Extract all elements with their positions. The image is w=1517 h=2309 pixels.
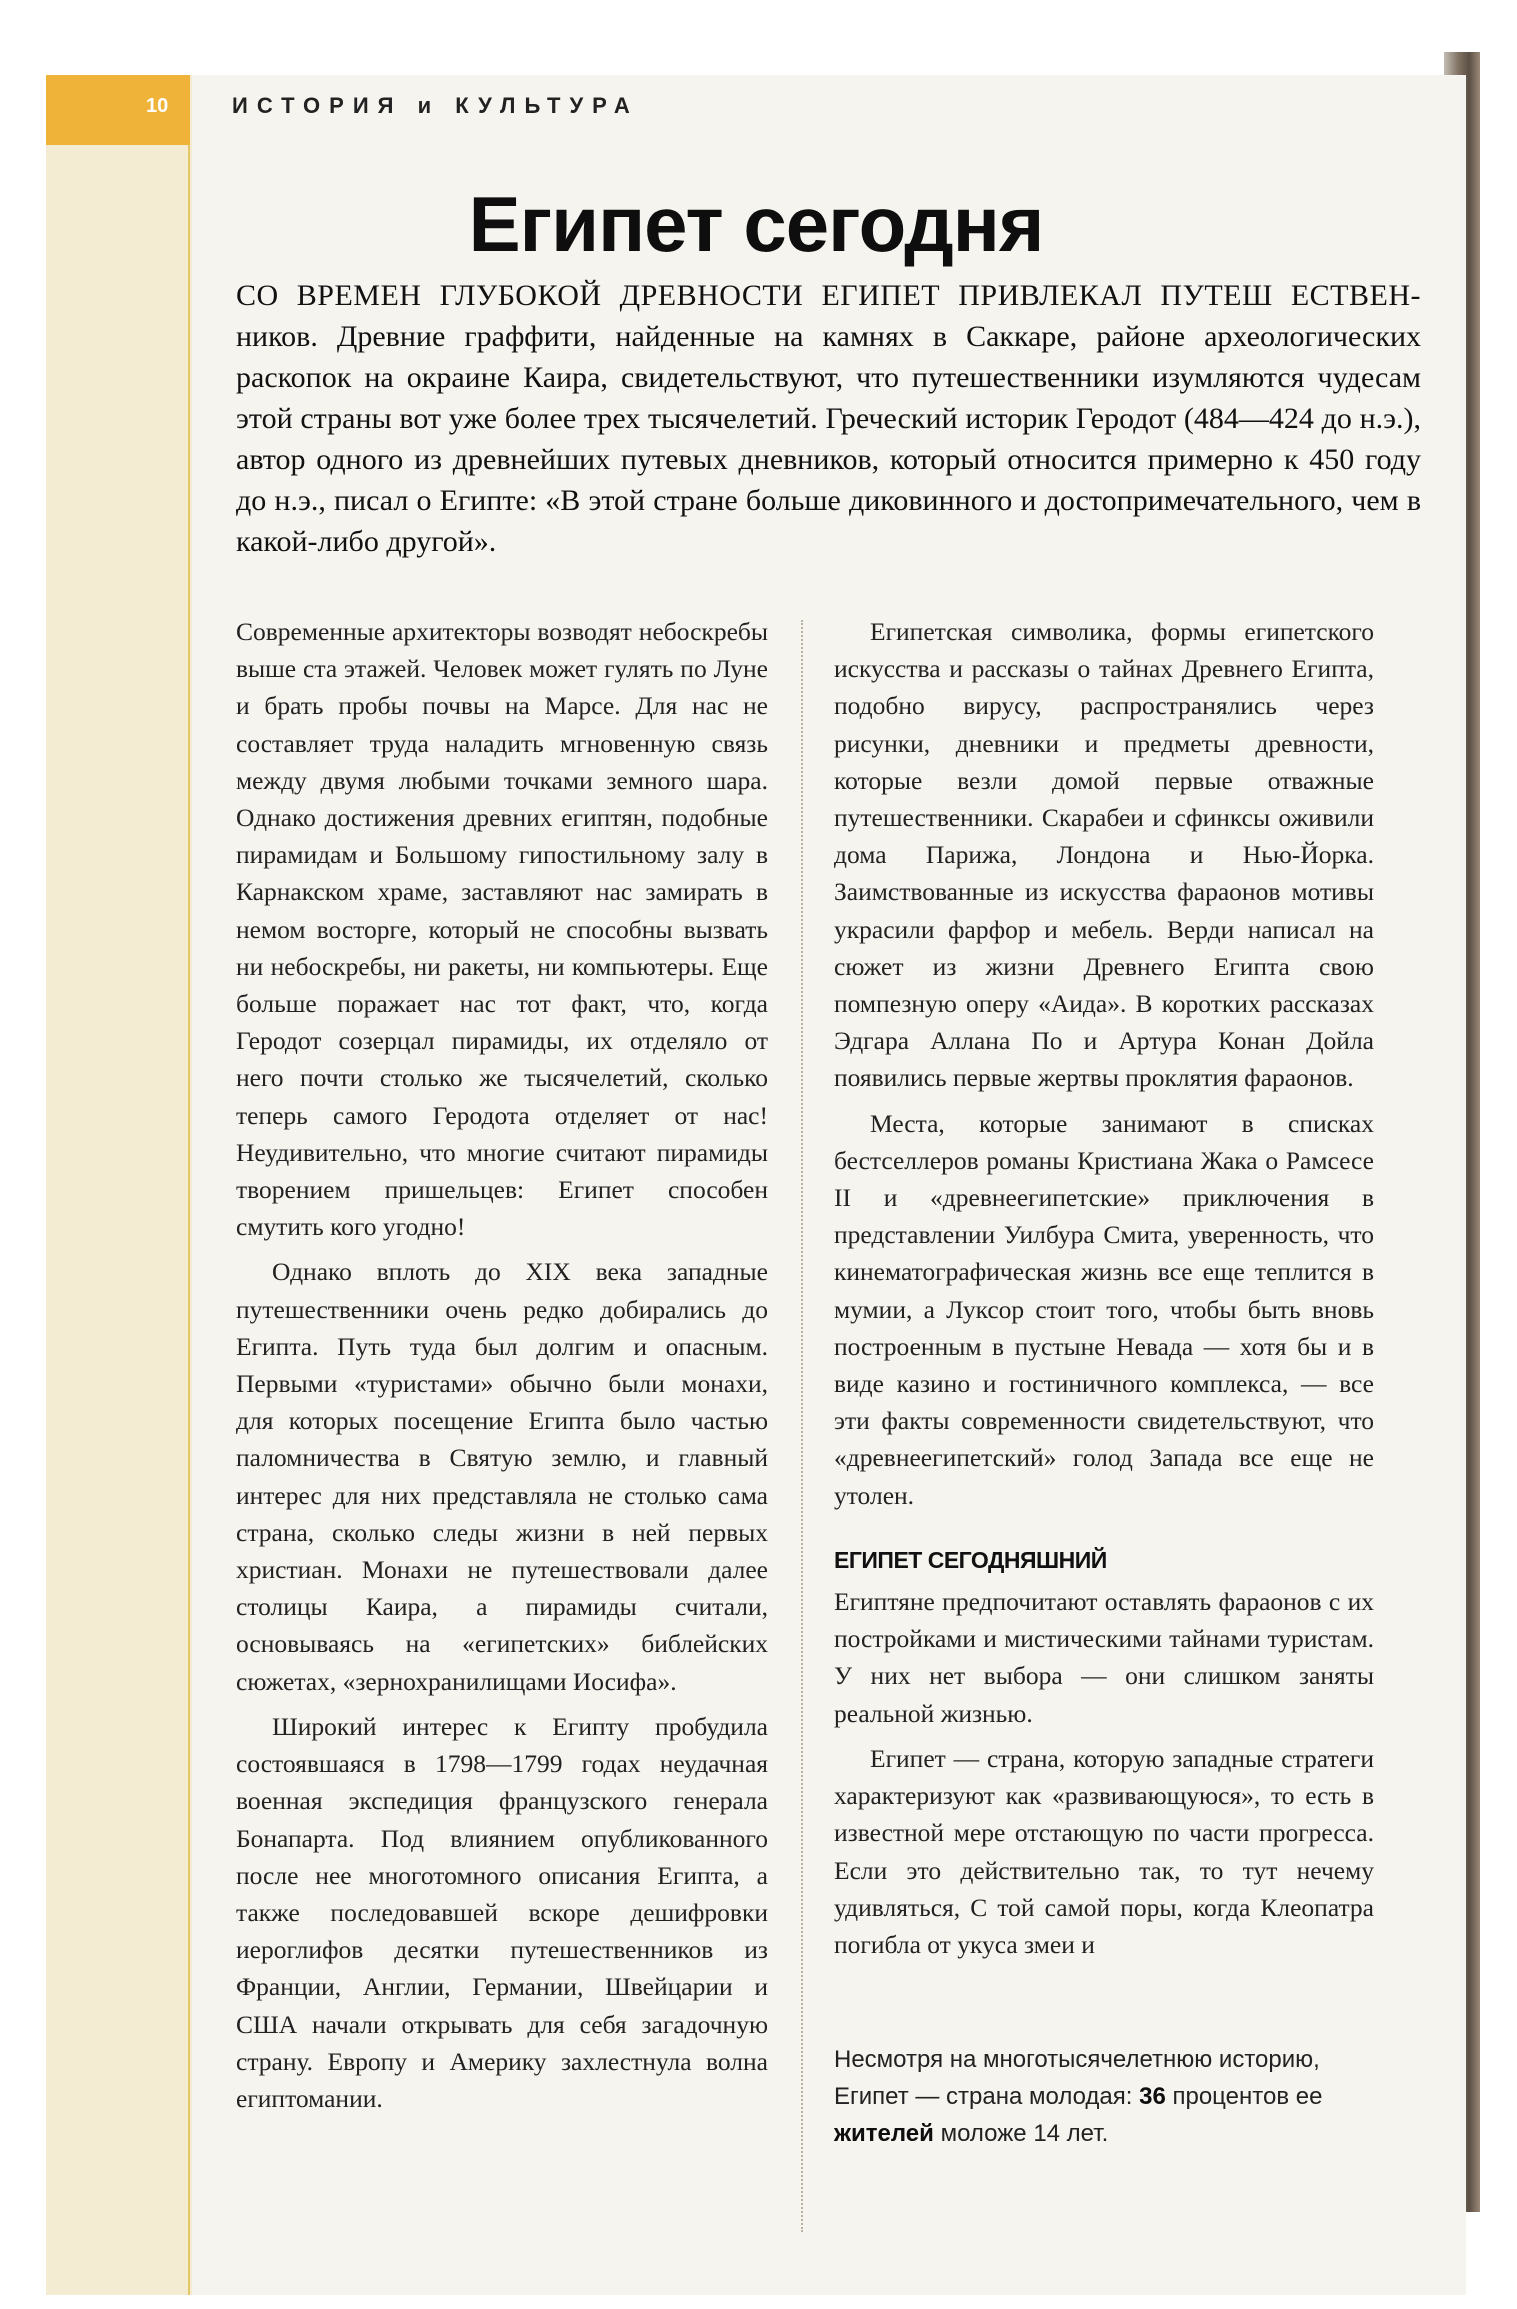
caption-text: процентов ее bbox=[1165, 2083, 1323, 2110]
lead-text: ников. Древние граффити, найденные на камнях в Саккаре, районе археологических раскопок на окраине Каира, свидетельствуют, что путешественники изумляются чудесам этой страны вот уже более трех тысячелетий. Греческий историк Геродот (484—424 до н.э.), автор одного из древнейших путевых дневников, который относится примерно к 450 году до н.э., писал о Египте: «В этой стране больше диковинного и достопримечательного, чем в какой-либо другой». bbox=[236, 320, 1421, 558]
caption-text: моложе 14 лет. bbox=[933, 2120, 1109, 2147]
body-paragraph: Места, которые занимают в списках бестселлеров романы Кристиана Жака о Рамсесе II и «древнеегипетские» приключения в представлении Уилбура Смита, уверенность, что кинематографическая жизнь все еще теплится в мумии, а Луксор стоит того, чтобы быть вновь построенным в пустыне Невада — хотя бы и в виде казино и гостиничного комплекса, — все эти факты современности свидетельствуют, что «древнеегипетский» голод Запада все еще не утолен. bbox=[834, 1108, 1374, 1510]
caption-text: Несмотря на многотысячелетнюю историю, Египет — страна молодая: bbox=[834, 2046, 1320, 2110]
right-column bbox=[834, 613, 1374, 1963]
body-paragraph: Египетская символика, формы египетского искусства и рассказы о тайнах Древнего Египта, подобно вирусу, распространялись через рисунки, дневники и предметы древности, которые везли домой первые отважные путешественники. Скарабеи и сфинксы оживили дома Парижа, Лондона и Нью-Йорка. Заимствованные из искусства фараонов мотивы украсили фарфор и мебель. Верди написал на сюжет из жизни Древнего Египта свою помпезную оперу «Аида». В коротких рассказах Эдгара Аллана По и Артура Конан Дойла появились первые жертвы проклятия фараонов. bbox=[834, 617, 1374, 1093]
caption-bold-number: 36 bbox=[1139, 2083, 1166, 2110]
caption-bold-word: жителей bbox=[834, 2120, 934, 2147]
photo-caption bbox=[834, 2041, 1394, 2152]
lead-caps: СО ВРЕМЕН ГЛУБОКОЙ ДРЕВНОСТИ ЕГИПЕТ ПРИВЛЕКАЛ ПУТЕШ ЕСТВЕН- bbox=[236, 279, 1421, 312]
section-label: ИСТОРИЯ и КУЛЬТУРА bbox=[232, 93, 639, 118]
body-paragraph: Однако вплоть до XIX века западные путешественники очень редко добирались до Египта. Путь туда был долгим и опасным. Первыми «туристами» обычно были монахи, для которых посещение Египта было частью паломничества в Святую землю, и главный интерес для них представляла не столько сама страна, сколько следы жизни в ней первых христиан. Монахи не путешествовали далее столицы Каира, а пирамиды считали, основываясь на «египетских» библейских сюжетах, «зернохранилищами Иосифа». bbox=[236, 1257, 768, 1696]
body-paragraph: Современные архитекторы возводят небоскребы выше ста этажей. Человек может гулять по Луне и брать пробы почвы на Марсе. Для нас не составляет труда наладить мгновенную связь между двумя любыми точками земного шара. Однако достижения древних египтян, подобные пирамидам и Большому гипостильному залу в Карнакском храме, заставляют нас замирать в немом восторге, который не способны вызвать ни небоскребы, ни ракеты, ни компьютеры. Еще больше поражает нас тот факт, что, когда Геродот созерцал пирамиды, их отделяло от него почти столько же тысячелетий, сколько теперь самого Геродота отделяет от нас! Неудивительно, что многие считают пирамиды творением пришельцев: Египет способен смутить кого угодно! bbox=[236, 617, 768, 1242]
page-number-box bbox=[46, 75, 190, 145]
body-paragraph: Египтяне предпочитают оставлять фараонов с их постройками и мистическими тайнами туристам. У них нет выбора — они слишком заняты реальной жизнью. bbox=[834, 1587, 1374, 1728]
body-paragraph: Широкий интерес к Египту пробудила состоявшаяся в 1798—1799 годах неудачная военная экспедиция французского генерала Бонапарта. Под влиянием опубликованного после нее многотомного описания Египта, а также последовавшей вскоре дешифровки иероглифов десятки путешественников из Франции, Англии, Германии, Швейцарии и США начали открывать для себя загадочную страну. Европу и Америку захлестнула волна египтомании. bbox=[236, 1711, 768, 2113]
column-divider bbox=[801, 620, 803, 2232]
margin-rule bbox=[188, 75, 190, 2295]
magazine-page bbox=[46, 75, 1466, 2295]
left-column bbox=[236, 613, 768, 2117]
page-number: 10 bbox=[146, 95, 169, 117]
body-paragraph: Египет — страна, которую западные стратеги характеризуют как «развивающуюся», то есть в известной мере отстающую по части прогресса. Если это действительно так, то тут нечему удивляться, С той самой поры, когда Клеопатра погибла от укуса змеи и bbox=[834, 1743, 1374, 1959]
subheading: ЕГИПЕТ СЕГОДНЯШНИЙ bbox=[834, 1546, 1107, 1573]
left-margin-band bbox=[46, 75, 192, 2295]
lead-paragraph bbox=[236, 275, 1421, 562]
article-title: Египет сегодня bbox=[468, 180, 1044, 268]
